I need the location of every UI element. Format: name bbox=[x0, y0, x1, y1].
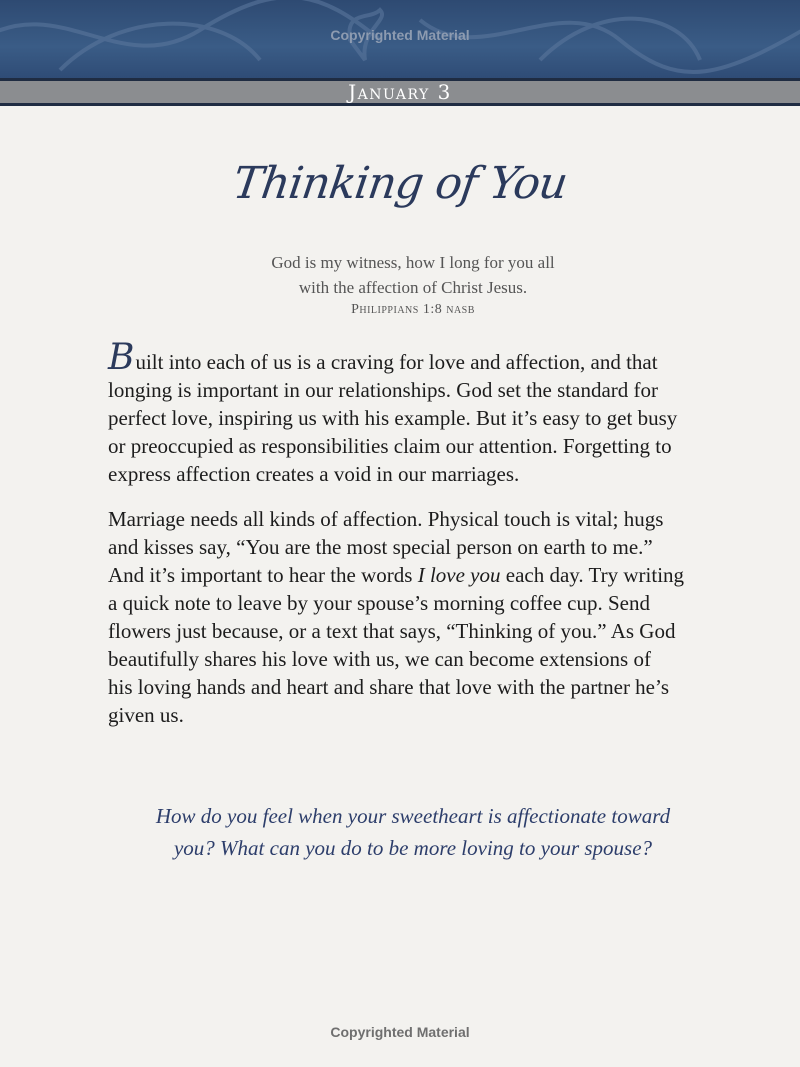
verse-line: with the affection of Christ Jesus. bbox=[298, 278, 528, 297]
paragraph-2 bbox=[108, 505, 728, 729]
text-line: And it’s important to hear the words bbox=[108, 563, 418, 587]
text-line: flowers just because, or a text that says, “Thinking of you.” As God bbox=[108, 619, 676, 643]
watermark-top: Copyrighted Material bbox=[330, 27, 470, 43]
scripture-verse bbox=[0, 250, 800, 300]
reflection-question bbox=[0, 800, 800, 864]
question-line: How do you feel when your sweetheart is affectionate toward bbox=[155, 804, 671, 828]
question-line: you? What can you do to be more loving to your spouse? bbox=[173, 836, 653, 860]
text-line: each day. Try writing bbox=[500, 563, 685, 587]
text-line: express affection creates a void in our marriages. bbox=[108, 462, 520, 486]
date-heading: January 3 bbox=[348, 80, 452, 104]
text-line: perfect love, inspiring us with his example. But it’s easy to get busy bbox=[108, 406, 678, 430]
verse-line: God is my witness, how I long for you all bbox=[271, 253, 555, 272]
text-line: Marriage needs all kinds of affection. Physical touch is vital; hugs bbox=[108, 507, 664, 531]
paragraph-1 bbox=[108, 337, 728, 488]
text-line: longing is important in our relationships. God set the standard for bbox=[108, 378, 658, 402]
text-line: beautifully shares his love with us, we can become extensions of bbox=[108, 647, 651, 671]
date-bar bbox=[0, 81, 800, 106]
text-line: uilt into each of us is a craving for love and affection, and that bbox=[135, 350, 658, 374]
text-line: or preoccupied as responsibilities claim our attention. Forgetting to bbox=[108, 434, 672, 458]
watermark-bottom: Copyrighted Material bbox=[330, 1024, 470, 1040]
text-line: and kisses say, “You are the most special person on earth to me.” bbox=[108, 535, 653, 559]
emphasis: I love you bbox=[417, 563, 501, 587]
drop-cap: B bbox=[108, 337, 135, 378]
verse-reference: Philippians 1:8 nasb bbox=[351, 302, 475, 317]
page-title: Thinking of You bbox=[229, 158, 571, 209]
text-line: given us. bbox=[108, 703, 184, 727]
text-line: a quick note to leave by your spouse’s morning coffee cup. Send bbox=[108, 591, 650, 615]
text-line: his loving hands and heart and share that love with the partner he’s bbox=[108, 675, 670, 699]
